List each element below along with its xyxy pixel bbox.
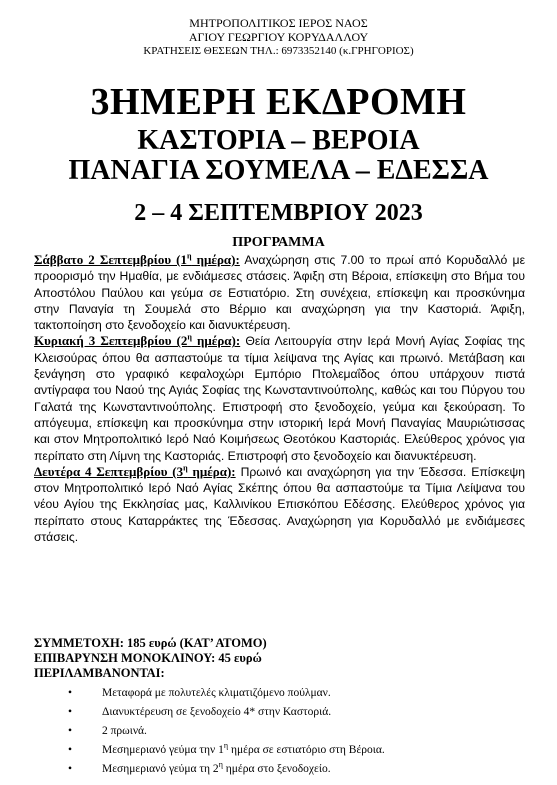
church-subtitle: ΑΓΙΟΥ ΓΕΩΡΓΙΟΥ ΚΟΡΥΔΑΛΛΟΥ [188, 30, 369, 44]
bullet-icon: • [68, 687, 73, 699]
trip-dates: 2 – 4 ΣΕΠΤΕΜΒΡΙΟΥ 2023 [134, 200, 423, 226]
day-2-text: Θεία Λειτουργία στην Ιερά Μονή Αγίας Σοφίας της Κλεισούρας όπου θα ασπαστούμε τα τίμια λείψανα της Αγίας και πρωινό. Μετάβαση και ξενάγηση στο γραφικό κεφαλοχώρι Εμπόριο Πτολεμαΐδος όπου υπάρχουν πιστά αντίγραφα του Ναού της Αγιάς Σοφίας της Κωνσταντινούπολης, καθώς και του Πύργου του Γαλατά της Κωνσταντινούπολης. Επιστροφή στο ξενοδοχείο, γεύμα και ξεκούραση. Το απόγευμα, επίσκεψη και προσκύνημα στην ιστορική Ιερά Μονή Παναγίας Μαυριώτισσας και στον Μητροπολιτικό Ιερό Ναό Κοιμήσεως Θεοτόκου Καστοριάς. Ελεύθερος χρόνος για περίπατο στη Λίμνη της Καστοριάς. Επιστροφή στο ξενοδοχείο και διανυκτέρευση. [34, 334, 525, 463]
list-item: • 2 πρωινά. [34, 722, 525, 741]
included-list [34, 684, 525, 779]
day-1-heading: Σάββατο 2 Σεπτεμβρίου ($1^\eta$ ημέρα): [34, 251, 240, 267]
bullet-icon: • [68, 763, 73, 775]
list-item: • Μεσημεριανό γεύμα την $1^\eta$ ημέρα σε εστιατόριο στη Βέροια. [34, 741, 525, 760]
list-item: • Διανυκτέρευση σε ξενοδοχείο 4* στην Καστοριά. [34, 703, 525, 722]
list-item: • Μεσημεριανό γεύμα τη $2^\eta$ ημέρα στο ξενοδοχείο. [34, 760, 525, 779]
church-name: ΜΗΤΡΟΠΟΛΙΤΙΚΟΣ ΙΕΡΟΣ ΝΑΟΣ [189, 16, 368, 30]
destinations-line-1: ΚΑΣΤΟΡΙΑ – ΒΕΡΟΙΑ [137, 125, 420, 156]
single-room-supplement: ΕΠΙΒΑΡΥΝΣΗ ΜΟΝΟΚΛΙΝΟΥ: 45 ευρώ [34, 651, 262, 665]
day-3-paragraph [34, 464, 525, 545]
program-body [34, 252, 525, 545]
pricing-info [34, 636, 525, 681]
bullet-icon: • [68, 725, 73, 737]
bullet-icon: • [68, 744, 73, 756]
trip-title: 3ΗΜΕΡΗ ΕΚΔΡΟΜΗ [90, 81, 467, 123]
day-3-heading: Δευτέρα 4 Σεπτεμβρίου ($3^\eta$ ημέρα): [34, 463, 236, 479]
day-2-paragraph [34, 333, 525, 463]
day-1-paragraph [34, 252, 525, 333]
day-1-text: Αναχώρηση στις 7.00 το πρωί από Κορυδαλλό με προορισμό την Ημαθία, με ενδιάμεσες στάσεις. Άφιξη στη Βέροια, επίσκεψη στο Βήμα του Αποστόλου Παύλου και γεύμα σε Εστιατόριο. Στη συνέχεια, επίσκεψη και προσκύνημα στην Παναγία τη Σουμελά στο Βέρμιο και αναχώρηση για την Καστοριά. Άφιξη, τακτοποίηση στο ξενοδοχείο και διανυκτέρευση. [34, 253, 525, 333]
day-3-text: Πρωινό και αναχώρηση για την Έδεσσα. Επίσκεψη στον Μητροπολιτικό Ιερό Ναό Αγίας Σκέπης όπου θα ασπαστούμε τα Τίμια Λείψανα του νέου Αγίου της Εκκλησίας μας, Καλλινίκου Επισκόπου Εδέσσης. Ελεύθερος χρόνος για περίπατο στους Καταρράκτες της Έδεσσας. Αναχώρηση για Κορυδαλλό με ενδιάμεσες στάσεις. [34, 464, 526, 545]
included-heading: ΠΕΡΙΛΑΜΒΑΝΟΝΤΑΙ: [34, 666, 165, 680]
list-item: • Μεταφορά με πολυτελές κλιματιζόμενο πούλμαν. [34, 684, 525, 703]
day-2-heading: Κυριακή 3 Σεπτεμβρίου ($2^\eta$ ημέρα): [34, 333, 241, 349]
program-heading: ΠΡΟΓΡΑΜΜΑ [232, 235, 325, 250]
bullet-icon: • [68, 706, 73, 718]
booking-phone: ΚΡΑΤΗΣΕΙΣ ΘΕΣΕΩΝ ΤΗΛ.: 6973352140 (κ.ΓΡΗΓΟΡΙΟΣ) [143, 45, 414, 57]
participation-price: ΣΥΜΜΕΤΟΧΗ: 185 ευρώ (ΚΑΤ’ ΑΤΟΜΟ) [34, 636, 267, 650]
destinations-line-2: ΠΑΝΑΓΙΑ ΣΟΥΜΕΛΑ – ΕΔΕΣΣΑ [68, 155, 489, 186]
